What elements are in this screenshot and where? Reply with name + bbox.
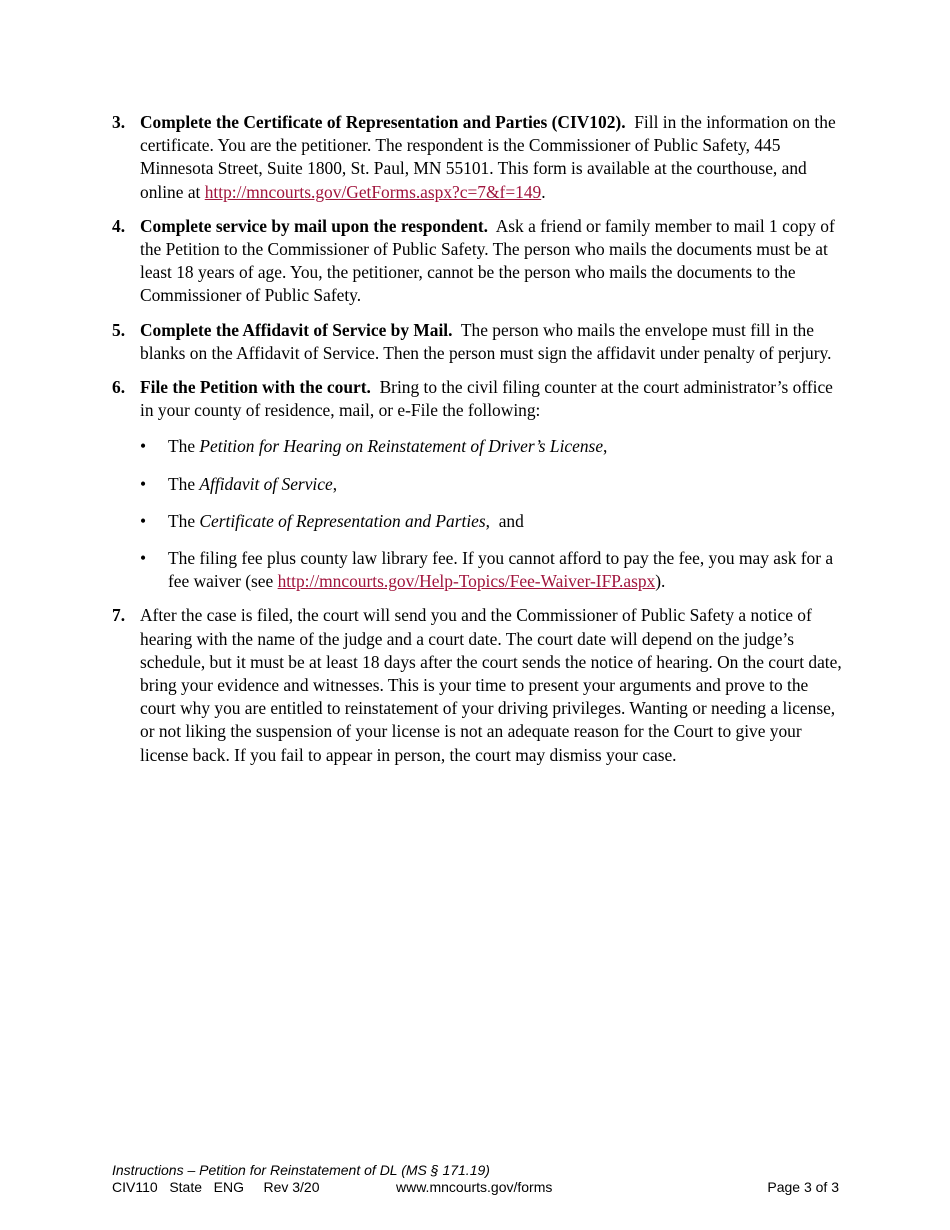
- step-text: Ask a friend or family member to mail 1 copy of the Petition to the Commissioner of Public Safety. The person who mails the documents must be at least 18 years of age. You, the petitioner, cannot be the person who mails the documents to the Commissioner of Public Safety.: [140, 215, 835, 306]
- step-title: File the Petition with the court.: [140, 377, 371, 398]
- step-title: Complete the Affidavit of Service by Mail.: [140, 319, 453, 340]
- form-code: CIV110 State ENG Rev 3/20: [112, 1178, 320, 1195]
- bullet-icon: •: [140, 436, 147, 457]
- footer-title: Instructions – Petition for Reinstatement of DL (MS § 171.19): [112, 1162, 490, 1178]
- get-forms-link[interactable]: http://mncourts.gov/GetForms.aspx?c=7&f=149: [204, 181, 542, 202]
- document-name: Affidavit of Service: [199, 473, 333, 494]
- step-7: [112, 604, 842, 766]
- bullet-icon: •: [140, 473, 147, 494]
- list-item: [140, 547, 842, 593]
- step-text: Bring to the civil filing counter at the court administrator’s office in your county of residence, mail, or e-File the following:: [140, 377, 833, 421]
- fee-waiver-link[interactable]: http://mncourts.gov/Help-Topics/Fee-Waiver-IFP.aspx: [277, 571, 656, 592]
- list-item: [140, 510, 842, 533]
- list-item-prefix: The: [168, 510, 196, 531]
- list-item-suffix: ,: [332, 473, 338, 494]
- instructions-body: [112, 111, 842, 778]
- bullet-icon: •: [140, 510, 147, 531]
- list-item: [140, 435, 842, 458]
- list-item-prefix: The: [168, 436, 196, 457]
- step-text: After the case is filed, the court will send you and the Commissioner of Public Safety a notice of hearing with the name of the judge and a court date. The court date will depend on the judge’s schedule, but it must be at least 18 days after the court sends the notice of hearing. On the court date, bring your evidence and witnesses. This is your time to present your arguments and prove to the court why you are entitled to reinstatement of your driving privileges. Wanting or needing a license, or not liking the suspension of your license is not an adequate reason for the Court to give your license back. If you fail to appear in person, the court may dismiss your case.: [140, 605, 842, 765]
- list-item-suffix: , and: [485, 510, 524, 531]
- step-4: [112, 215, 842, 308]
- list-item-suffix: ).: [655, 571, 666, 592]
- step-text: Fill in the information on the certificate. You are the petitioner. The respondent is the Commissioner of Public Safety, 445 Minnesota Street, Suite 1800, St. Paul, MN 55101. This form is available at the courthouse, and online at: [140, 112, 836, 202]
- page-footer: [112, 1162, 839, 1196]
- document-name: Certificate of Representation and Parties: [199, 510, 486, 531]
- step-number: 5.: [112, 319, 126, 340]
- page-number: Page 3 of 3: [767, 1178, 839, 1195]
- step-3: [112, 111, 842, 204]
- forms-website: www.mncourts.gov/forms: [396, 1178, 553, 1195]
- filing-list: [140, 435, 842, 593]
- step-number: 4.: [112, 215, 126, 236]
- step-title: Complete service by mail upon the respondent.: [140, 215, 488, 236]
- step-title: Complete the Certificate of Representation and Parties (CIV102).: [140, 112, 626, 132]
- step-end-punct: .: [541, 181, 546, 202]
- step-number: 7.: [112, 605, 126, 626]
- bullet-icon: •: [140, 548, 147, 569]
- step-number: 3.: [112, 112, 126, 132]
- document-name: Petition for Hearing on Reinstatement of Driver’s License: [199, 436, 604, 457]
- step-6: [112, 376, 842, 593]
- step-number: 6.: [112, 377, 126, 398]
- list-item: [140, 473, 842, 496]
- list-item-text: The filing fee plus county law library fee. If you cannot afford to pay the fee, you may ask for a fee waiver (see: [168, 548, 834, 592]
- step-5: [112, 319, 842, 365]
- list-item-suffix: ,: [603, 436, 608, 457]
- list-item-prefix: The: [168, 473, 196, 494]
- step-text: The person who mails the envelope must fill in the blanks on the Affidavit of Service. Then the person must sign the affidavit under penalty of perjury.: [140, 319, 832, 363]
- footer-meta: [112, 1179, 839, 1196]
